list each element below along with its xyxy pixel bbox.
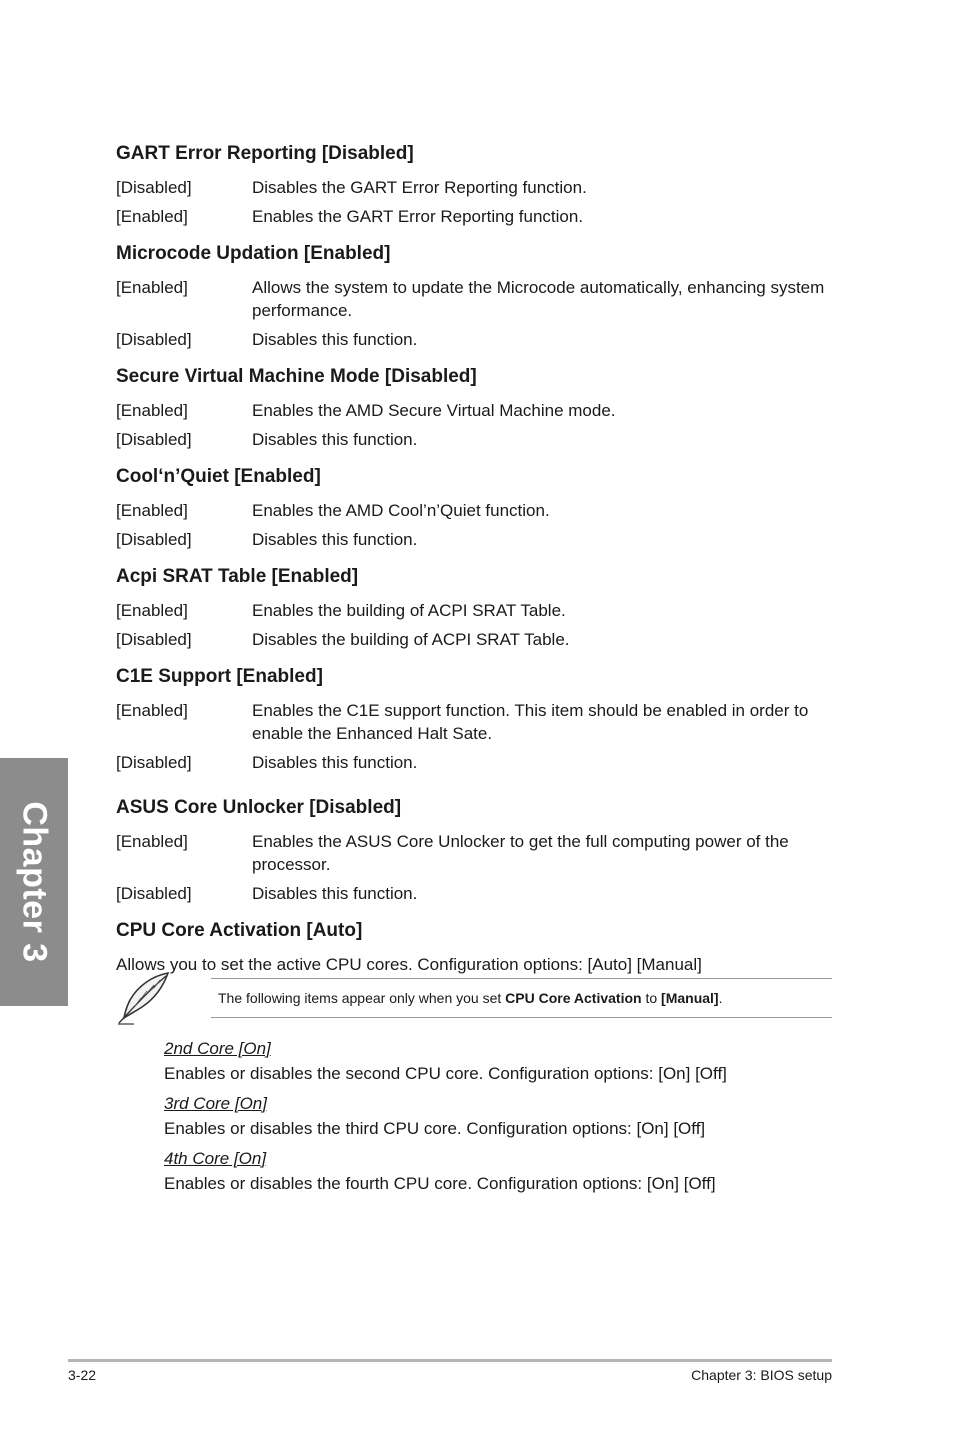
- option-key: [Enabled]: [116, 278, 188, 297]
- note-text-suffix: .: [718, 990, 723, 1006]
- option-desc: Disables the GART Error Reporting function.: [252, 178, 587, 197]
- chapter-tab: [0, 758, 68, 1006]
- option-key: [Enabled]: [116, 701, 188, 720]
- sub-item-title: 2nd Core [On]: [164, 1039, 271, 1058]
- bios-item-acpi-srat-table: [116, 565, 832, 651]
- footer-chapter-title: Chapter 3: BIOS setup: [691, 1367, 832, 1383]
- section-title: C1E Support [Enabled]: [116, 666, 323, 687]
- option-key: [Disabled]: [116, 630, 192, 649]
- section-title: CPU Core Activation [Auto]: [116, 920, 363, 941]
- sub-item-title: 3rd Core [On]: [164, 1094, 267, 1113]
- option-desc: Disables this function.: [252, 884, 418, 903]
- option-desc: Enables the ASUS Core Unlocker to get the full computing power of the processor.: [252, 832, 789, 874]
- option-row: [116, 528, 832, 551]
- option-key: [Enabled]: [116, 501, 188, 520]
- bios-item-secure-virtual-machine: [116, 365, 832, 451]
- option-row: [116, 328, 832, 351]
- option-desc: Enables the C1E support function. This item should be enabled in order to enable the Enhanced Halt Sate.: [252, 701, 809, 743]
- option-desc: Enables the building of ACPI SRAT Table.: [252, 601, 566, 620]
- option-row: [116, 176, 832, 199]
- bios-item-c1e-support: [116, 665, 832, 774]
- note-setting-name: CPU Core Activation: [505, 990, 642, 1006]
- bios-item-microcode-updation: [116, 242, 832, 351]
- option-row: [116, 399, 832, 422]
- option-key: [Enabled]: [116, 207, 188, 226]
- option-row: [116, 830, 832, 876]
- option-key: [Disabled]: [116, 753, 192, 772]
- bios-item-gart-error-reporting: [116, 142, 832, 228]
- option-row: [116, 699, 832, 745]
- option-key: [Enabled]: [116, 832, 188, 851]
- option-desc: Disables this function.: [252, 753, 418, 772]
- feather-quill-icon: [116, 970, 172, 1026]
- option-key: [Disabled]: [116, 178, 192, 197]
- section-title: Microcode Updation [Enabled]: [116, 243, 391, 264]
- option-row: [116, 205, 832, 228]
- option-key: [Disabled]: [116, 430, 192, 449]
- note-text-prefix: The following items appear only when you set: [218, 990, 506, 1006]
- note-text-middle: to: [641, 990, 662, 1006]
- sub-item-desc: Enables or disables the second CPU core. Configuration options: [On] [Off]: [164, 1064, 727, 1083]
- option-desc: Disables this function.: [252, 330, 418, 349]
- option-row: [116, 882, 832, 905]
- option-row: [116, 599, 832, 622]
- bios-item-asus-core-unlocker: [116, 796, 832, 905]
- option-key: [Enabled]: [116, 401, 188, 420]
- note-text: [211, 978, 832, 1018]
- footer-divider: [68, 1359, 832, 1362]
- option-row: [116, 499, 832, 522]
- note-setting-value: [Manual]: [661, 990, 719, 1006]
- option-desc: Allows the system to update the Microcode automatically, enhancing system performance.: [252, 278, 825, 320]
- option-desc: Disables this function.: [252, 530, 418, 549]
- chapter-tab-label: Chapter 3: [15, 801, 54, 963]
- option-desc: Disables the building of ACPI SRAT Table.: [252, 630, 570, 649]
- option-desc: Enables the GART Error Reporting function.: [252, 207, 584, 226]
- option-desc: Enables the AMD Secure Virtual Machine mode.: [252, 401, 616, 420]
- section-title: ASUS Core Unlocker [Disabled]: [116, 797, 402, 818]
- option-desc: Enables the AMD Cool’n’Quiet function.: [252, 501, 550, 520]
- option-key: [Disabled]: [116, 330, 192, 349]
- section-title: GART Error Reporting [Disabled]: [116, 143, 414, 164]
- section-title: Cool‘n’Quiet [Enabled]: [116, 466, 321, 487]
- main-content: [116, 142, 832, 990]
- footer-page-number: 3-22: [68, 1367, 97, 1383]
- option-key: [Disabled]: [116, 884, 192, 903]
- sub-item-desc: Enables or disables the third CPU core. Configuration options: [On] [Off]: [164, 1119, 706, 1138]
- section-title: Acpi SRAT Table [Enabled]: [116, 566, 359, 587]
- sub-item-title: 4th Core [On]: [164, 1149, 267, 1168]
- option-row: [116, 751, 832, 774]
- option-key: [Disabled]: [116, 530, 192, 549]
- section-paragraph: Allows you to set the active CPU cores. Configuration options: [Auto] [Manual]: [116, 955, 702, 974]
- section-title: Secure Virtual Machine Mode [Disabled]: [116, 366, 477, 387]
- sub-item-desc: Enables or disables the fourth CPU core. Configuration options: [On] [Off]: [164, 1174, 716, 1193]
- option-key: [Enabled]: [116, 601, 188, 620]
- option-desc: Disables this function.: [252, 430, 418, 449]
- option-row: [116, 428, 832, 451]
- sub-items: [164, 1038, 832, 1203]
- bios-item-cool-n-quiet: [116, 465, 832, 551]
- option-row: [116, 628, 832, 651]
- note-callout: [116, 968, 832, 1028]
- option-row: [116, 276, 832, 322]
